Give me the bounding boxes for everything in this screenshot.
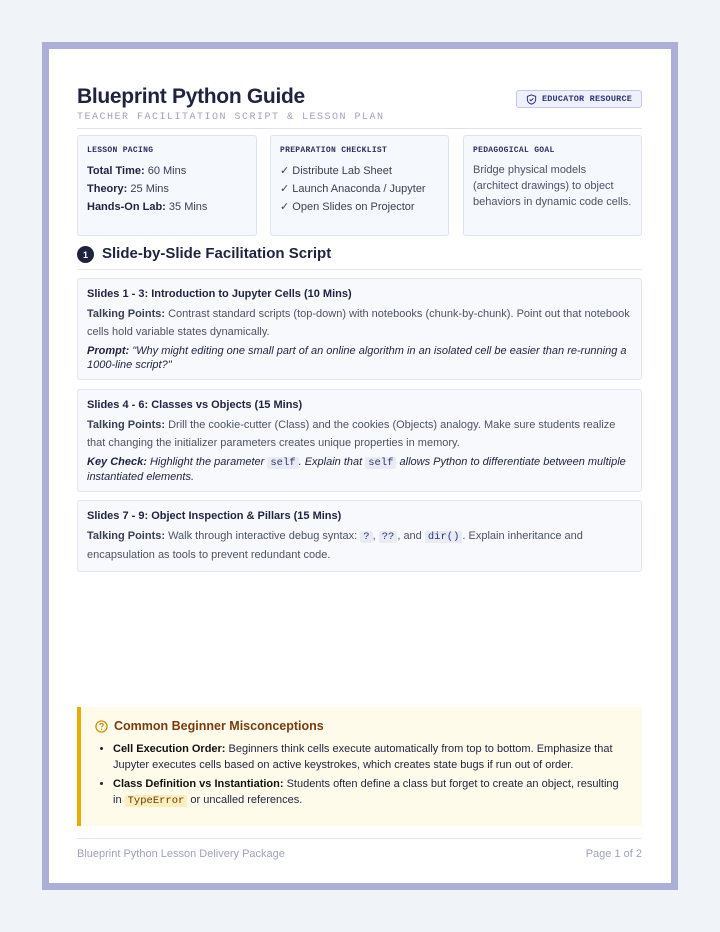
code-double-question: ??	[379, 531, 398, 543]
misconceptions-callout	[77, 707, 642, 826]
slide-block-heading: Slides 7 - 9: Object Inspection & Pillars (15 Mins)	[87, 510, 342, 522]
educator-resource-badge	[516, 90, 642, 108]
header-divider	[77, 128, 642, 129]
page-title: Blueprint Python Guide	[77, 85, 305, 108]
slide-block-heading: Slides 4 - 6: Classes vs Objects (15 Mins)	[87, 399, 303, 411]
checklist-item: ✓ Open Slides on Projector	[280, 201, 415, 213]
checklist-item: ✓ Launch Anaconda / Jupyter	[280, 183, 426, 195]
list-item: • Class Definition vs Instantiation: Students often define a class but forget to create an object, resulting in TypeError or uncalled references.	[113, 776, 628, 809]
goal-text: Bridge physical models (architect drawings) to object behaviors in dynamic code cells.	[473, 164, 632, 208]
misconceptions-list	[95, 741, 628, 809]
talking-points: Talking Points: Contrast standard scripts (top-down) with notebooks (chunk-by-chunk). Point out that notebook cells hold variable states dynamically.	[87, 308, 630, 338]
code-typeerror: TypeError	[125, 795, 188, 807]
section-number-badge: 1	[77, 246, 94, 263]
checklist-item: ✓ Distribute Lab Sheet	[280, 165, 392, 177]
pacing-row: Theory: 25 Mins	[87, 183, 169, 195]
list-item: • Cell Execution Order: Beginners think cells execute automatically from top to bottom. Emphasize that Jupyter executes cells based on active keystrokes, which creates state bugs if run out of order.	[113, 741, 628, 773]
key-check-note: Key Check: Highlight the parameter self . Explain that self allows Python to differentiate between multiple instantiated elements.	[87, 456, 626, 483]
footer-package-name: Blueprint Python Lesson Delivery Package	[77, 848, 285, 860]
code-question: ?	[360, 531, 372, 543]
slide-script-block	[77, 389, 642, 492]
talking-points: Talking Points: Drill the cookie-cutter (Class) and the cookies (Objects) analogy. Make sure students realize that changing the initializer parameters creates unique properties in memory.	[87, 419, 616, 449]
page-number: Page 1 of 2	[585, 848, 642, 860]
pacing-row: Total Time: 60 Mins	[87, 165, 187, 177]
checklist-heading: PREPARATION CHECKLIST	[280, 146, 388, 155]
footer-divider	[77, 838, 642, 839]
page-border	[42, 42, 678, 890]
slide-script-block	[77, 278, 642, 380]
slide-block-heading: Slides 1 - 3: Introduction to Jupyter Cells (10 Mins)	[87, 288, 352, 300]
code-self: self	[267, 457, 298, 469]
pacing-row: Hands-On Lab: 35 Mins	[87, 201, 208, 213]
slide-script-block	[77, 500, 642, 572]
document-page	[49, 49, 671, 883]
misconceptions-title: Common Beginner Misconceptions	[114, 719, 324, 733]
misconceptions-heading	[95, 719, 628, 733]
code-dir: dir()	[425, 531, 463, 543]
talking-points: Talking Points: Walk through interactive debug syntax: ? , ?? , and dir() . Explain inheritance and encapsulation as tools to prevent redundant code.	[87, 530, 583, 561]
section-divider	[77, 269, 642, 270]
lesson-pacing-card	[77, 135, 257, 236]
goal-heading: PEDAGOGICAL GOAL	[473, 146, 555, 155]
badge-label: EDUCATOR RESOURCE	[541, 94, 633, 104]
page-subtitle: TEACHER FACILITATION SCRIPT & LESSON PLAN	[77, 112, 385, 123]
prompt-note: Prompt: "Why might editing one small part of an online algorithm in an isolated cell be easier than re-running a 1000-line script?"	[87, 345, 627, 371]
pedagogical-goal-card	[463, 135, 642, 236]
question-circle-icon	[95, 720, 108, 733]
section-title: Slide-by-Slide Facilitation Script	[102, 245, 332, 262]
lesson-pacing-heading: LESSON PACING	[87, 146, 154, 155]
preparation-checklist-card	[270, 135, 449, 236]
shield-check-icon	[526, 94, 537, 105]
code-self: self	[365, 457, 396, 469]
